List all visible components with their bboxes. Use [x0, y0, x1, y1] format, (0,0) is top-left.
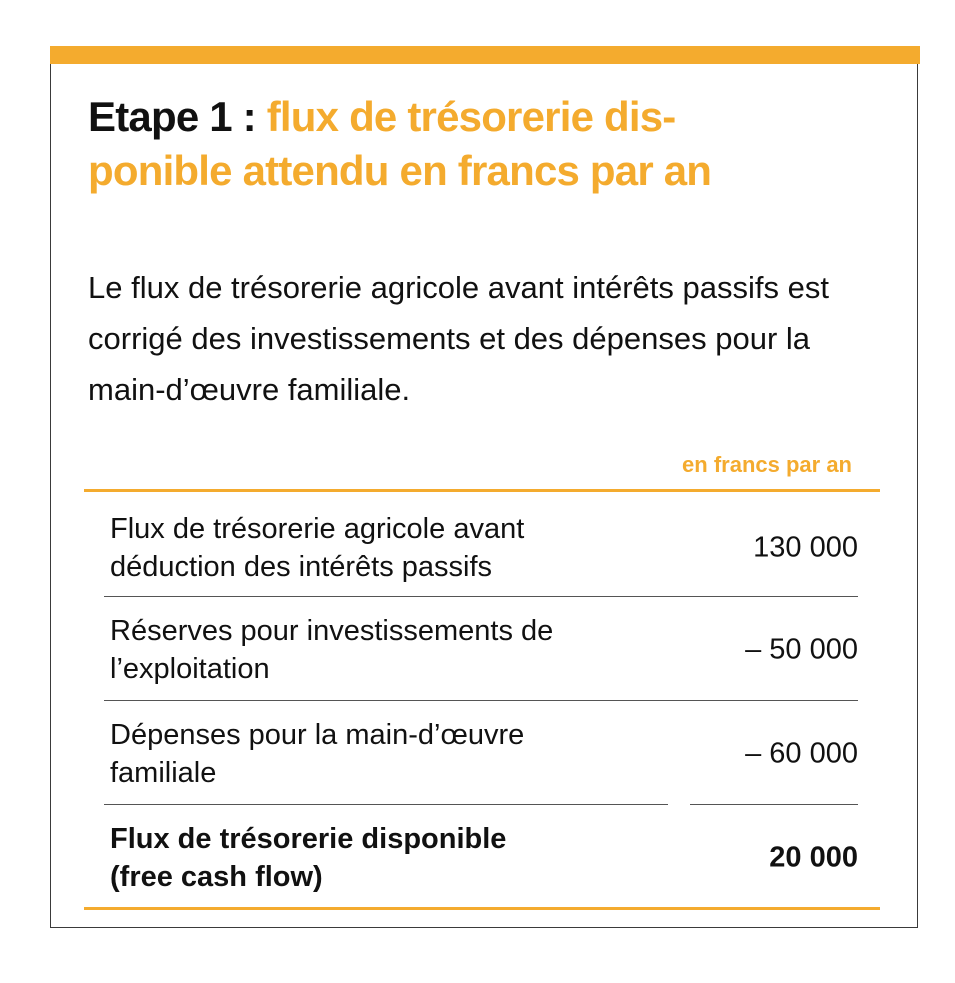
row-value: – 50 000 [745, 633, 858, 666]
intro-paragraph: Le flux de trésorerie agricole avant intérêts passifs est corrigé des investissements et des dépenses pour la main-d’œuvre familiale. [88, 270, 829, 407]
row-label [110, 820, 670, 896]
table-bottom-rule [84, 907, 880, 910]
title-accent-line-1: flux de trésorerie dis- [266, 93, 676, 140]
row-label-line-1: Flux de trésorerie disponible [110, 823, 507, 855]
row-divider [104, 596, 858, 597]
table-top-rule [84, 489, 880, 492]
row-label-line-1: Réserves pour investissements de [110, 615, 554, 647]
title-step-label: Etape 1 : [88, 93, 267, 140]
row-label-line-2: déduction des intérêts passifs [110, 551, 493, 583]
row-value: 130 000 [753, 531, 858, 564]
row-divider-right [690, 804, 858, 805]
row-label-line-2: l’exploitation [110, 653, 270, 685]
table-row-free-cash-flow [106, 806, 858, 910]
title-accent-line-2: ponible attendu en francs par an [88, 147, 712, 194]
row-label [110, 612, 670, 688]
page-title [88, 90, 888, 198]
row-label-line-1: Dépenses pour la main-d’œuvre [110, 719, 525, 751]
row-divider-left [104, 804, 668, 805]
row-label-line-2: (free cash flow) [110, 861, 323, 893]
accent-top-bar [50, 46, 920, 64]
table-row-reserves [106, 598, 858, 702]
row-value: – 60 000 [745, 737, 858, 770]
row-label-line-2: familiale [110, 757, 217, 789]
row-label [110, 510, 670, 586]
row-label-line-1: Flux de trésorerie agricole avant [110, 513, 525, 545]
row-divider [104, 700, 858, 701]
unit-label: en francs par an [682, 452, 852, 477]
table-row-cash-flow [106, 496, 858, 600]
table-row-family-labour [106, 702, 858, 806]
row-label [110, 716, 670, 792]
row-value: 20 000 [769, 841, 858, 874]
